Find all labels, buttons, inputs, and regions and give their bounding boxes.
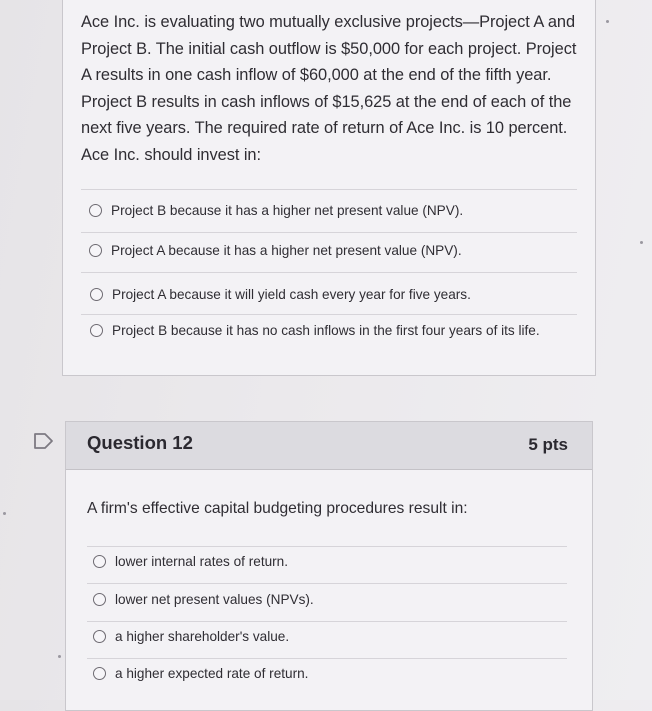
answer-option-2[interactable] bbox=[89, 243, 462, 258]
radio-empty-icon[interactable] bbox=[93, 593, 106, 606]
answer-option-4[interactable] bbox=[90, 323, 540, 338]
question-12-text: A firm's effective capital budgeting procedures result in: bbox=[87, 500, 468, 517]
question-title: Question 12 bbox=[87, 432, 193, 453]
divider bbox=[87, 583, 567, 584]
screen-speck bbox=[606, 20, 609, 23]
answer-option-label: Project A because it has a higher net present value (NPV). bbox=[111, 243, 462, 258]
question-11-card bbox=[62, 0, 596, 376]
answer-option-label: lower internal rates of return. bbox=[115, 554, 289, 569]
radio-empty-icon[interactable] bbox=[93, 630, 106, 643]
answer-option-1[interactable] bbox=[89, 203, 463, 218]
radio-empty-icon[interactable] bbox=[90, 324, 103, 337]
answer-option-1[interactable] bbox=[93, 554, 288, 569]
radio-empty-icon[interactable] bbox=[89, 244, 102, 257]
radio-empty-icon[interactable] bbox=[93, 555, 106, 568]
divider bbox=[81, 232, 577, 233]
screen-speck bbox=[58, 655, 61, 658]
answer-option-3[interactable] bbox=[93, 629, 289, 644]
unanswered-flag-icon[interactable] bbox=[33, 432, 55, 450]
answer-option-label: a higher shareholder's value. bbox=[115, 629, 290, 644]
answer-option-label: lower net present values (NPVs). bbox=[115, 592, 314, 607]
radio-empty-icon[interactable] bbox=[89, 204, 102, 217]
answer-option-label: Project B because it has a higher net present value (NPV). bbox=[111, 203, 464, 218]
question-points: 5 pts bbox=[528, 435, 568, 454]
answer-option-4[interactable] bbox=[93, 666, 308, 681]
answer-option-label: a higher expected rate of return. bbox=[115, 666, 309, 681]
answer-option-3[interactable] bbox=[90, 287, 471, 302]
divider bbox=[81, 314, 577, 315]
screen-speck bbox=[640, 241, 643, 244]
divider bbox=[87, 658, 567, 659]
radio-empty-icon[interactable] bbox=[93, 667, 106, 680]
question-header bbox=[66, 422, 592, 470]
divider bbox=[87, 546, 567, 547]
radio-empty-icon[interactable] bbox=[90, 288, 103, 301]
question-11-text: Ace Inc. is evaluating two mutually exclusive projects—Project A and Project B. The initial cash outflow is $50,000 for each project. Project A results in one cash inflow of $60,000 at the end of the fifth year. Project B results in cash inflows of $15,625 at the end of each of the next five years. The required rate of return of Ace Inc. is 10 percent. Ace Inc. should invest in: bbox=[81, 13, 577, 164]
answer-option-label: Project A because it will yield cash every year for five years. bbox=[112, 287, 471, 302]
answer-option-2[interactable] bbox=[93, 592, 314, 607]
answer-option-label: Project B because it has no cash inflows in the first four years of its life. bbox=[112, 323, 540, 338]
divider bbox=[81, 272, 577, 273]
divider bbox=[87, 621, 567, 622]
divider bbox=[81, 189, 577, 190]
screen-speck bbox=[3, 512, 6, 515]
question-12-card bbox=[65, 421, 593, 711]
